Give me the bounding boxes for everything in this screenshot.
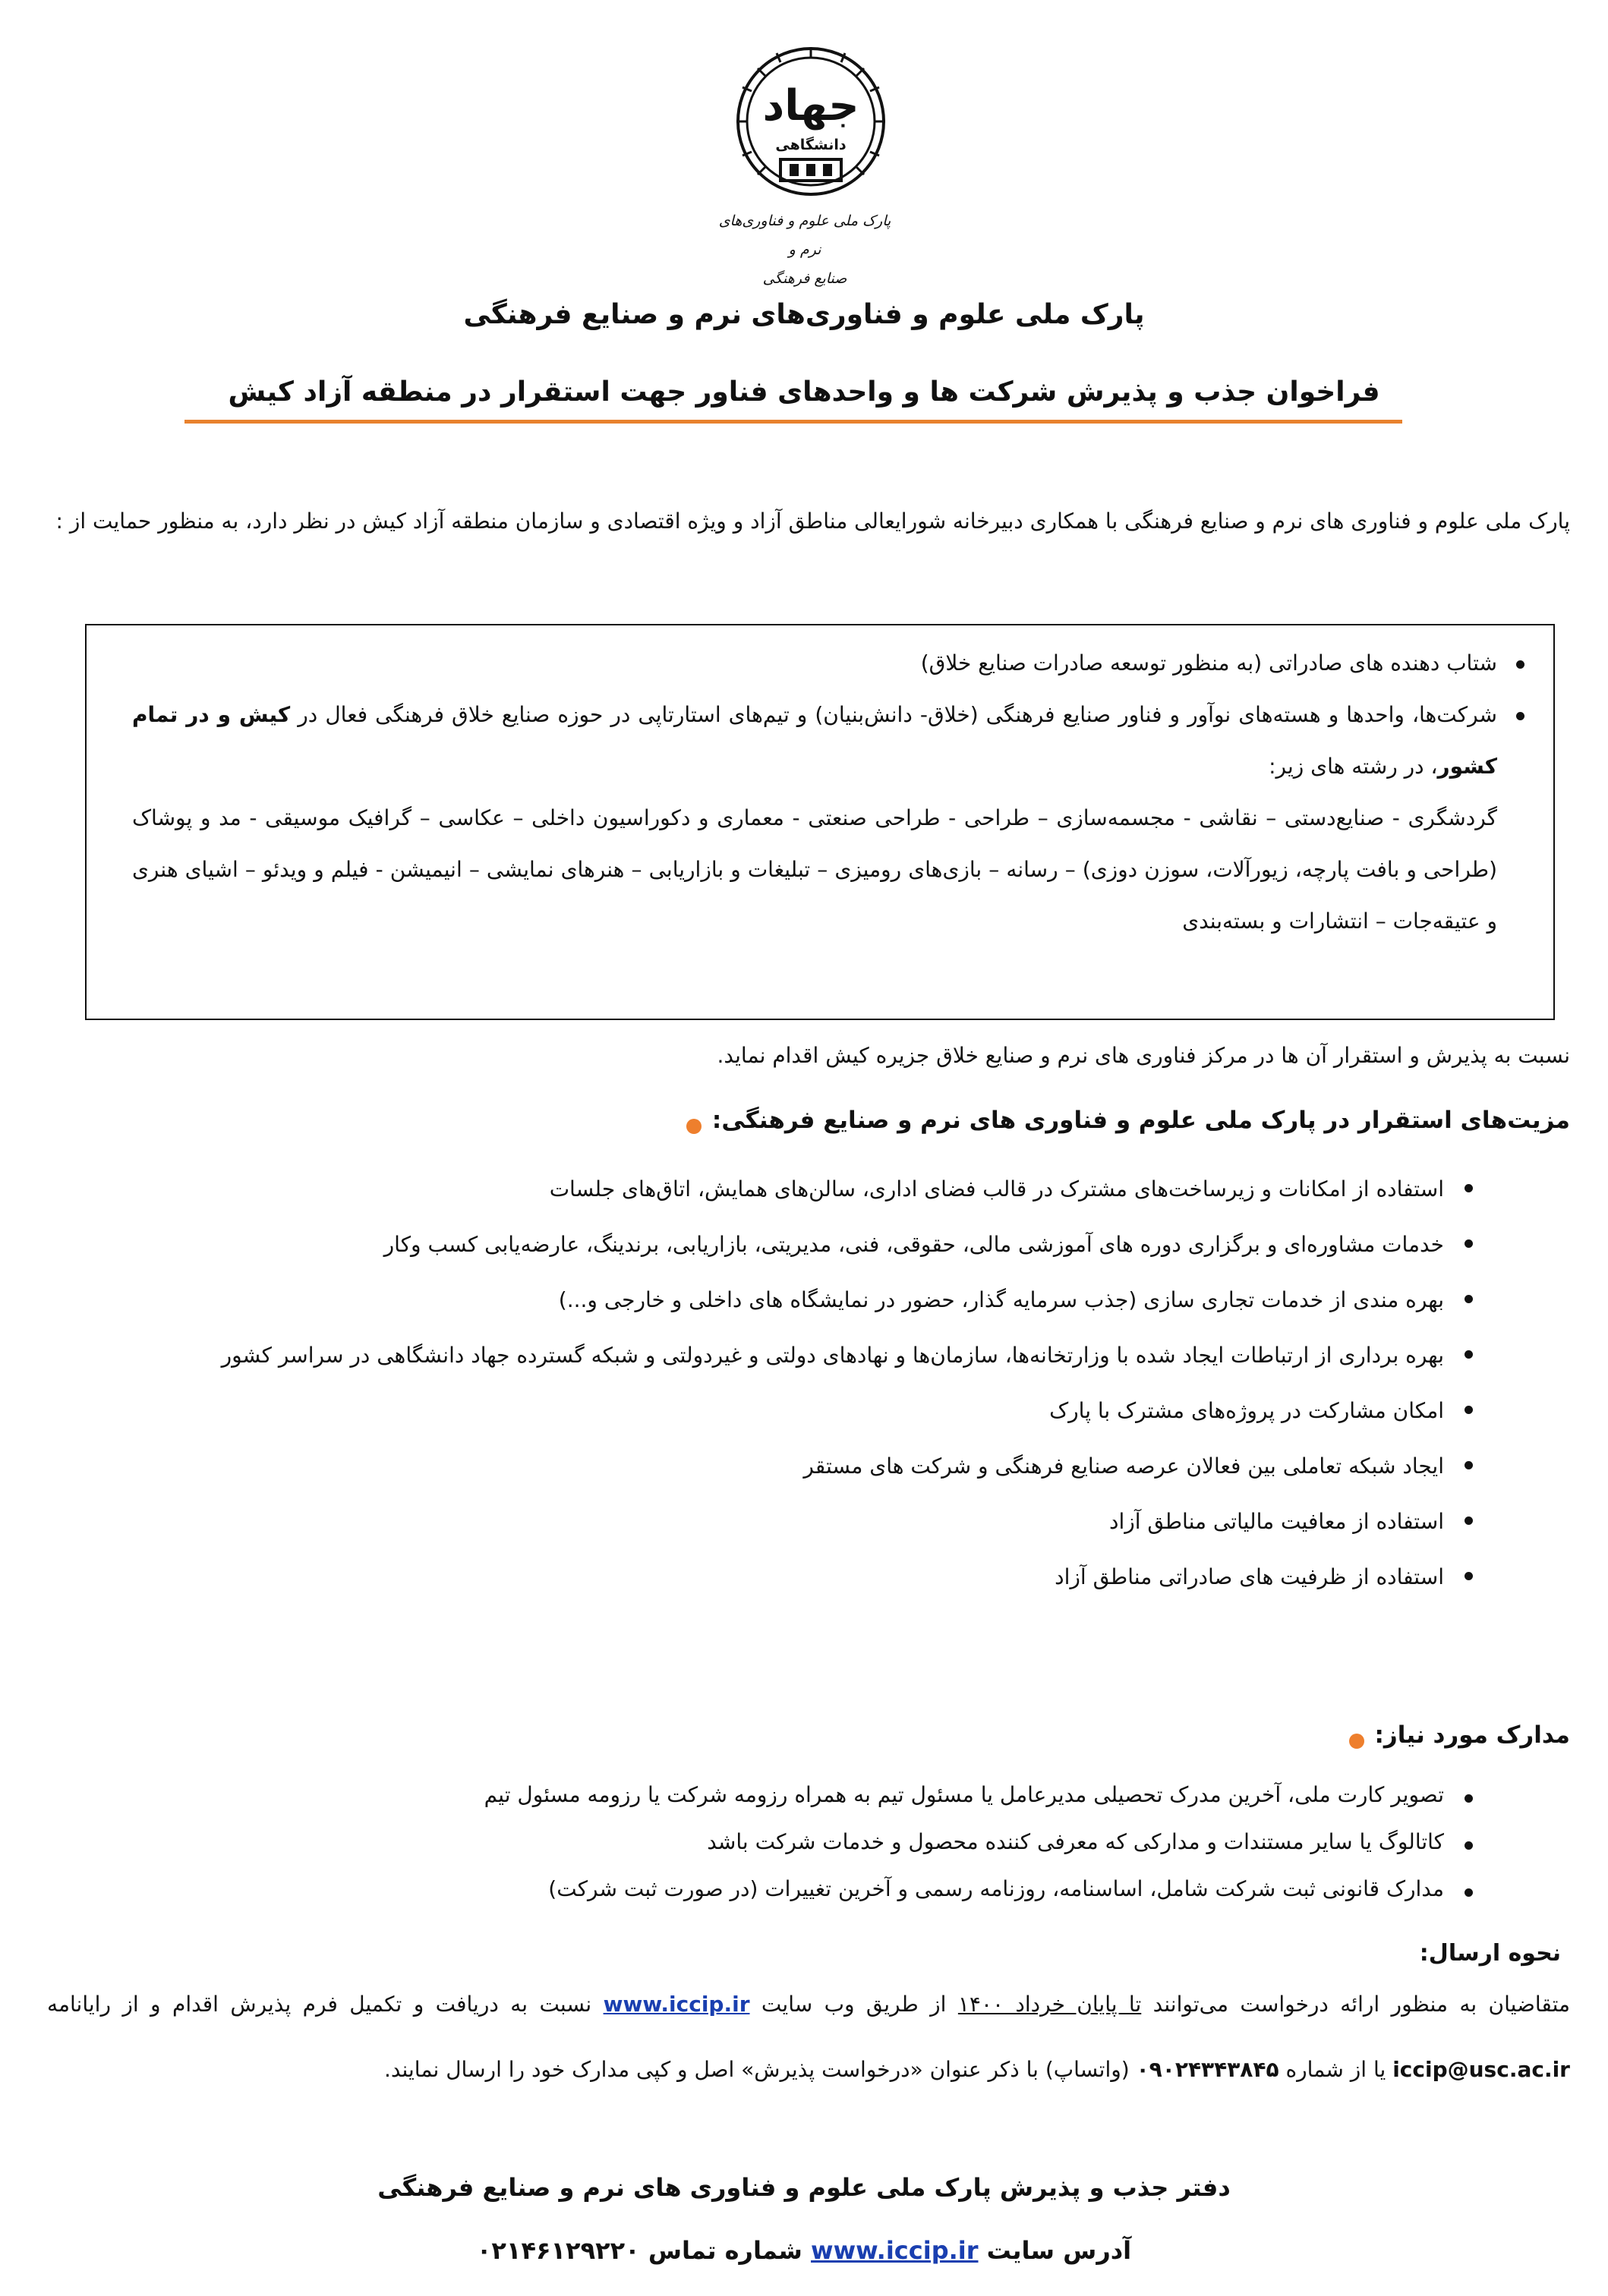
benefit-item — [32, 1328, 1479, 1383]
benefit-item-text: خدمات مشاوره‌ای و برگزاری دوره های آموزشی مالی، حقوقی، فنی، مدیریتی، بازاریابی، برندینگ، عارضه‌یابی کسب وکار — [383, 1232, 1444, 1257]
bullet-icon — [1516, 712, 1524, 720]
intro-paragraph: پارک ملی علوم و فناوری های نرم و صنایع فرهنگی با همکاری دبیرخانه شورایعالی مناطق آزاد و ویژه اقتصادی و سازمان منطقه آزاد کیش در نظر دارد، به منظور حمایت از : — [55, 509, 1570, 534]
footer-website-link[interactable]: www.iccip.ir — [811, 2236, 979, 2265]
benefit-item-text: بهره برداری از ارتباطات ایجاد شده با وزارتخانه‌ها، سازمان‌ها و نهادهای دولتی و غیردولتی و شبکه گسترده جهاد دانشگاهی در سراسر کشور — [221, 1343, 1444, 1368]
bullet-icon — [1465, 1572, 1473, 1580]
submission-text: نسبت به دریافت و تکمیل فرم پذیرش اقدام و از رایانامه — [47, 1992, 592, 2017]
documents-heading — [1349, 1712, 1570, 1758]
logo-wordmark: جهاد — [762, 81, 859, 131]
benefit-item-text: امکان مشارکت در پروژه‌های مشترک با پارک — [1049, 1398, 1444, 1423]
orange-bullet-icon — [1349, 1734, 1364, 1749]
bullet-icon — [1465, 1406, 1473, 1414]
submission-text: یا از شماره — [1285, 2057, 1386, 2082]
submission-text: (واتساپ) با ذکر عنوان «درخواست پذیرش» اصل و کپی مدارک خود را ارسال نمایند. — [383, 2057, 1130, 2082]
bullet-icon — [1465, 1295, 1473, 1303]
bullet-icon — [1516, 660, 1524, 669]
support-box — [85, 624, 1555, 1020]
benefit-item — [32, 1494, 1479, 1549]
document-item-text: مدارک قانونی ثبت شرکت شامل، اساسنامه، روزنامه رسمی و آخرین تغییرات (در صورت ثبت شرکت) — [548, 1876, 1444, 1901]
benefit-item-text: استفاده از امکانات و زیرساخت‌های مشترک در قالب فضای اداری، سالن‌های همایش، اتاق‌های جلسات — [549, 1176, 1444, 1202]
support-item — [132, 689, 1524, 947]
benefit-item — [32, 1549, 1479, 1605]
submission-deadline: تا پایان خرداد ۱۴۰۰ — [957, 1992, 1142, 2017]
page-subtitle: فراخوان جذب و پذیرش شرکت ها و واحدهای فناور جهت استقرار در منطقه آزاد کیش — [228, 376, 1380, 408]
bullet-icon — [1465, 1888, 1473, 1897]
document-item-text: تصویر کارت ملی، آخرین مدرک تحصیلی مدیرعامل یا مسئول تیم به همراه رزومه شرکت یا رزومه مسئول تیم — [484, 1782, 1444, 1807]
support-item-text: شرکت‌ها، واحدها و هسته‌های نوآور و فناور صنایع فرهنگی (خلاق- دانش‌بنیان) و تیم‌های استارتاپی در حوزه صنایع خلاق فرهنگی فعال در — [298, 702, 1498, 727]
benefits-heading-text: مزیت‌های استقرار در پارک ملی علوم و فناوری های نرم و صنایع فرهنگی: — [711, 1107, 1570, 1134]
documents-heading-text: مدارک مورد نیاز: — [1374, 1721, 1570, 1749]
footer-site-label: آدرس سایت — [986, 2236, 1132, 2265]
logo-subtitle: دانشگاهی — [775, 137, 847, 153]
bullet-icon — [1465, 1841, 1473, 1850]
footer-phone: ۰۲۱۴۶۱۲۹۲۲۰ — [476, 2236, 640, 2265]
bullet-icon — [1465, 1461, 1473, 1469]
support-list — [87, 625, 1553, 947]
bullet-icon — [1465, 1350, 1473, 1359]
benefit-item-text: ایجاد شبکه تعاملی بین فعالان عرصه صنایع فرهنگی و شرکت های مستقر — [803, 1454, 1444, 1479]
submission-text: متقاضیان به منظور ارائه درخواست می‌توانند — [1152, 1992, 1571, 2017]
benefit-item-text: استفاده از معافیت مالیاتی مناطق آزاد — [1108, 1509, 1444, 1534]
title-divider — [184, 420, 1402, 424]
support-item-text-end: ، در رشته های زیر: — [1269, 754, 1438, 779]
submission-paragraph — [47, 1972, 1570, 2102]
support-item-text: شتاب دهنده های صادراتی (به منظور توسعه صادرات صنایع خلاق) — [920, 650, 1497, 676]
benefit-item — [32, 1438, 1479, 1494]
bullet-icon — [1465, 1794, 1473, 1803]
footer-phone-label: شماره تماس — [648, 2236, 802, 2265]
document-item — [32, 1772, 1479, 1819]
logo-caption-line: پارک ملی علوم و فناوری‌های نرم و — [718, 213, 891, 258]
bullet-icon — [1465, 1239, 1473, 1248]
submission-text: از طریق وب سایت — [761, 1992, 947, 2017]
footer-contact — [0, 2228, 1608, 2273]
document-item — [32, 1819, 1479, 1866]
benefit-item-text: بهره مندی از خدمات تجاری سازی (جذب سرمایه گذار، حضور در نمایشگاه های داخلی و خارجی و...) — [558, 1287, 1444, 1312]
benefits-list — [32, 1161, 1479, 1605]
bullet-icon — [1465, 1184, 1473, 1192]
support-item — [132, 638, 1524, 689]
submission-heading: نحوه ارسال: — [1419, 1940, 1561, 1967]
jahad-daneshgahi-logo — [714, 32, 896, 287]
documents-list — [32, 1772, 1479, 1913]
website-link[interactable]: www.iccip.ir — [603, 1992, 750, 2017]
email-address[interactable]: iccip@usc.ac.ir — [1392, 2057, 1570, 2082]
after-box-paragraph: نسبت به پذیرش و استقرار آن ها در مرکز فناوری های نرم و صنایع خلاق جزیره کیش اقدام نماید. — [717, 1043, 1570, 1068]
footer-office: دفتر جذب و پذیرش پارک ملی علوم و فناوری های نرم و صنایع فرهنگی — [377, 2173, 1231, 2202]
benefit-item — [32, 1272, 1479, 1328]
benefit-item — [32, 1217, 1479, 1272]
benefits-heading — [686, 1098, 1570, 1143]
bullet-icon — [1465, 1516, 1473, 1525]
document-item-text: کاتالوگ یا سایر مستندات و مدارکی که معرفی کننده محصول و خدمات شرکت باشد — [707, 1829, 1444, 1854]
logo-caption — [714, 206, 896, 293]
benefit-item — [32, 1383, 1479, 1438]
benefit-item — [32, 1161, 1479, 1217]
orange-bullet-icon — [686, 1119, 702, 1134]
whatsapp-number: ۰۹۰۲۴۳۴۳۸۴۵ — [1136, 2057, 1279, 2082]
support-item-emphasis: کیش و در تمام کشور — [132, 702, 1497, 779]
document-item — [32, 1866, 1479, 1913]
page-title: پارک ملی علوم و فناوری‌های نرم و صنایع فرهنگی — [463, 299, 1145, 330]
fields-list: گردشگری - صنایع‌دستی – نقاشی - مجسمه‌سازی – طراحی - طراحی صنعتی - معماری و دکوراسیون داخلی – عکاسی – گرافیک موسیقی - مد و پوشاک (طراحی و بافت پارچه، زیورآلات، سوزن دوزی) – رسانه – بازی‌های رومیزی – تبلیغات و بازاریابی – هنرهای نمایشی – انیمیشن - فیلم و ویدئو – اشیای هنری و عتیقه‌جات – انتشارات و بسته‌بندی — [132, 805, 1497, 934]
benefit-item-text: استفاده از ظرفیت های صادراتی مناطق آزاد — [1055, 1564, 1444, 1589]
logo-caption-line: صنایع فرهنگی — [762, 270, 847, 287]
